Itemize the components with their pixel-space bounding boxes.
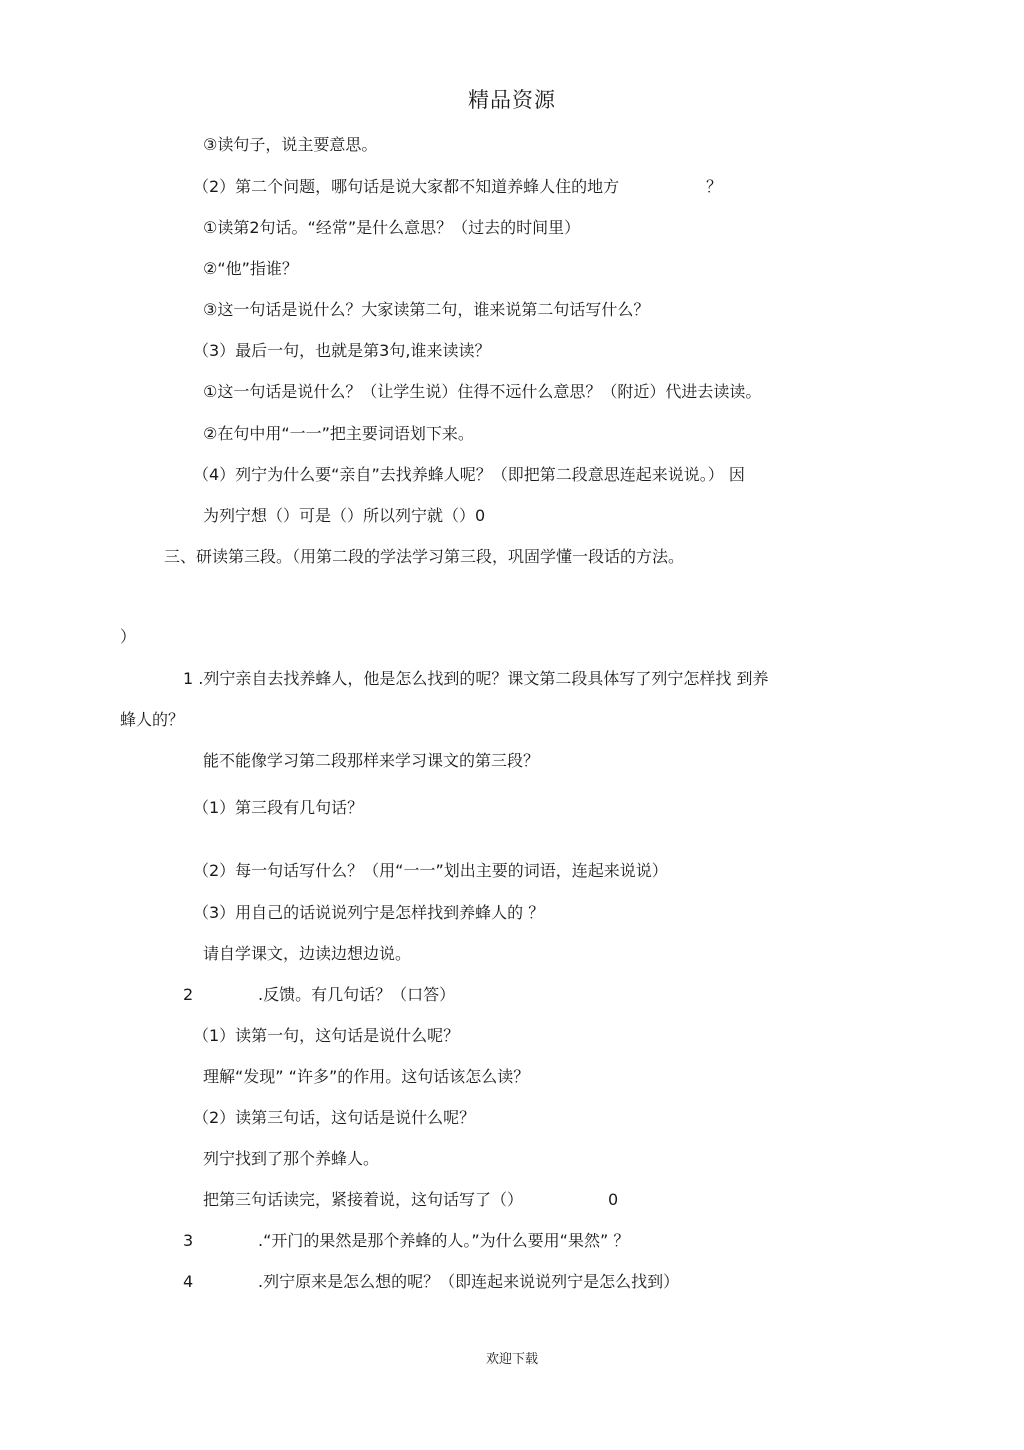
text-line: ） [120,627,137,646]
page-footer: 欢迎下载 [485,1352,538,1367]
text-line: ②“他”指谁？ [203,259,298,278]
text-line: ③这一句话是说什么？大家读第二句，谁来说第二句话写什么？ [203,300,650,319]
text-segment: .反馈。有几句话？（口答） [258,985,456,1004]
text-line: （2）读第三句话，这句话是说什么呢？ [193,1108,476,1127]
text-line: （2）每一句话写什么？（用“一一”划出主要的词语，连起来说说） [193,861,668,880]
text-segment: 0 [608,1190,619,1209]
text-line: 把第三句话读完，紧接着说，这句话写了（） [203,1190,524,1209]
text-line: 列宁找到了那个养蜂人。 [203,1149,380,1168]
text-line: 蜂人的？ [120,710,185,729]
text-line: 请自学课文，边读边想边说。 [203,944,412,963]
text-segment: .“开门的果然是那个养蜂的人。”为什么要用“果然” ？ [258,1231,630,1250]
text-line: ①这一句话是说什么？（让学生说）住得不远什么意思？（附近）代进去读读。 [203,382,762,401]
text-line: ②在句中用“一一”把主要词语划下来。 [203,424,474,443]
text-line: （3）最后一句，也就是第3句,谁来读读？ [193,341,491,360]
text-line: ③读句子，说主要意思。 [203,135,378,154]
text-line: 为列宁想（）可是（）所以列宁就（）0 [203,506,486,525]
text-line: 理解“发现” “许多”的作用。这句话该怎么读？ [203,1067,530,1086]
text-line: 能不能像学习第二段那样来学习课文的第三段？ [203,751,540,770]
text-segment: .列宁原来是怎么想的呢？（即连起来说说列宁是怎么找到） [258,1272,680,1291]
text-segment: ？ [706,177,723,196]
text-line: （3）用自己的话说说列宁是怎样找到养蜂人的 ？ [193,903,545,922]
text-line: （2）第二个问题，哪句话是说大家都不知道养蜂人住的地方 [193,177,620,196]
text-line: （1）第三段有几句话？ [193,798,364,817]
section-heading: 三、研读第三段。（用第二段的学法学习第三段，巩固学懂一段话的方法。 [164,547,685,566]
page-header-title: 精品资源 [468,88,556,112]
text-line: （1）读第一句，这句话是说什么呢？ [193,1026,460,1045]
text-line: （4）列宁为什么要“亲自”去找养蜂人呢？（即把第二段意思连起来说说。） 因 [193,465,745,484]
text-line: 1 .列宁亲自去找养蜂人，他是怎么找到的呢？课文第二段具体写了列宁怎样找 到养 [183,669,769,688]
list-number: 2 [183,985,194,1004]
list-number: 4 [183,1272,194,1291]
list-number: 3 [183,1231,194,1250]
text-line: ①读第2句话。“经常”是什么意思？（过去的时间里） [203,218,581,237]
